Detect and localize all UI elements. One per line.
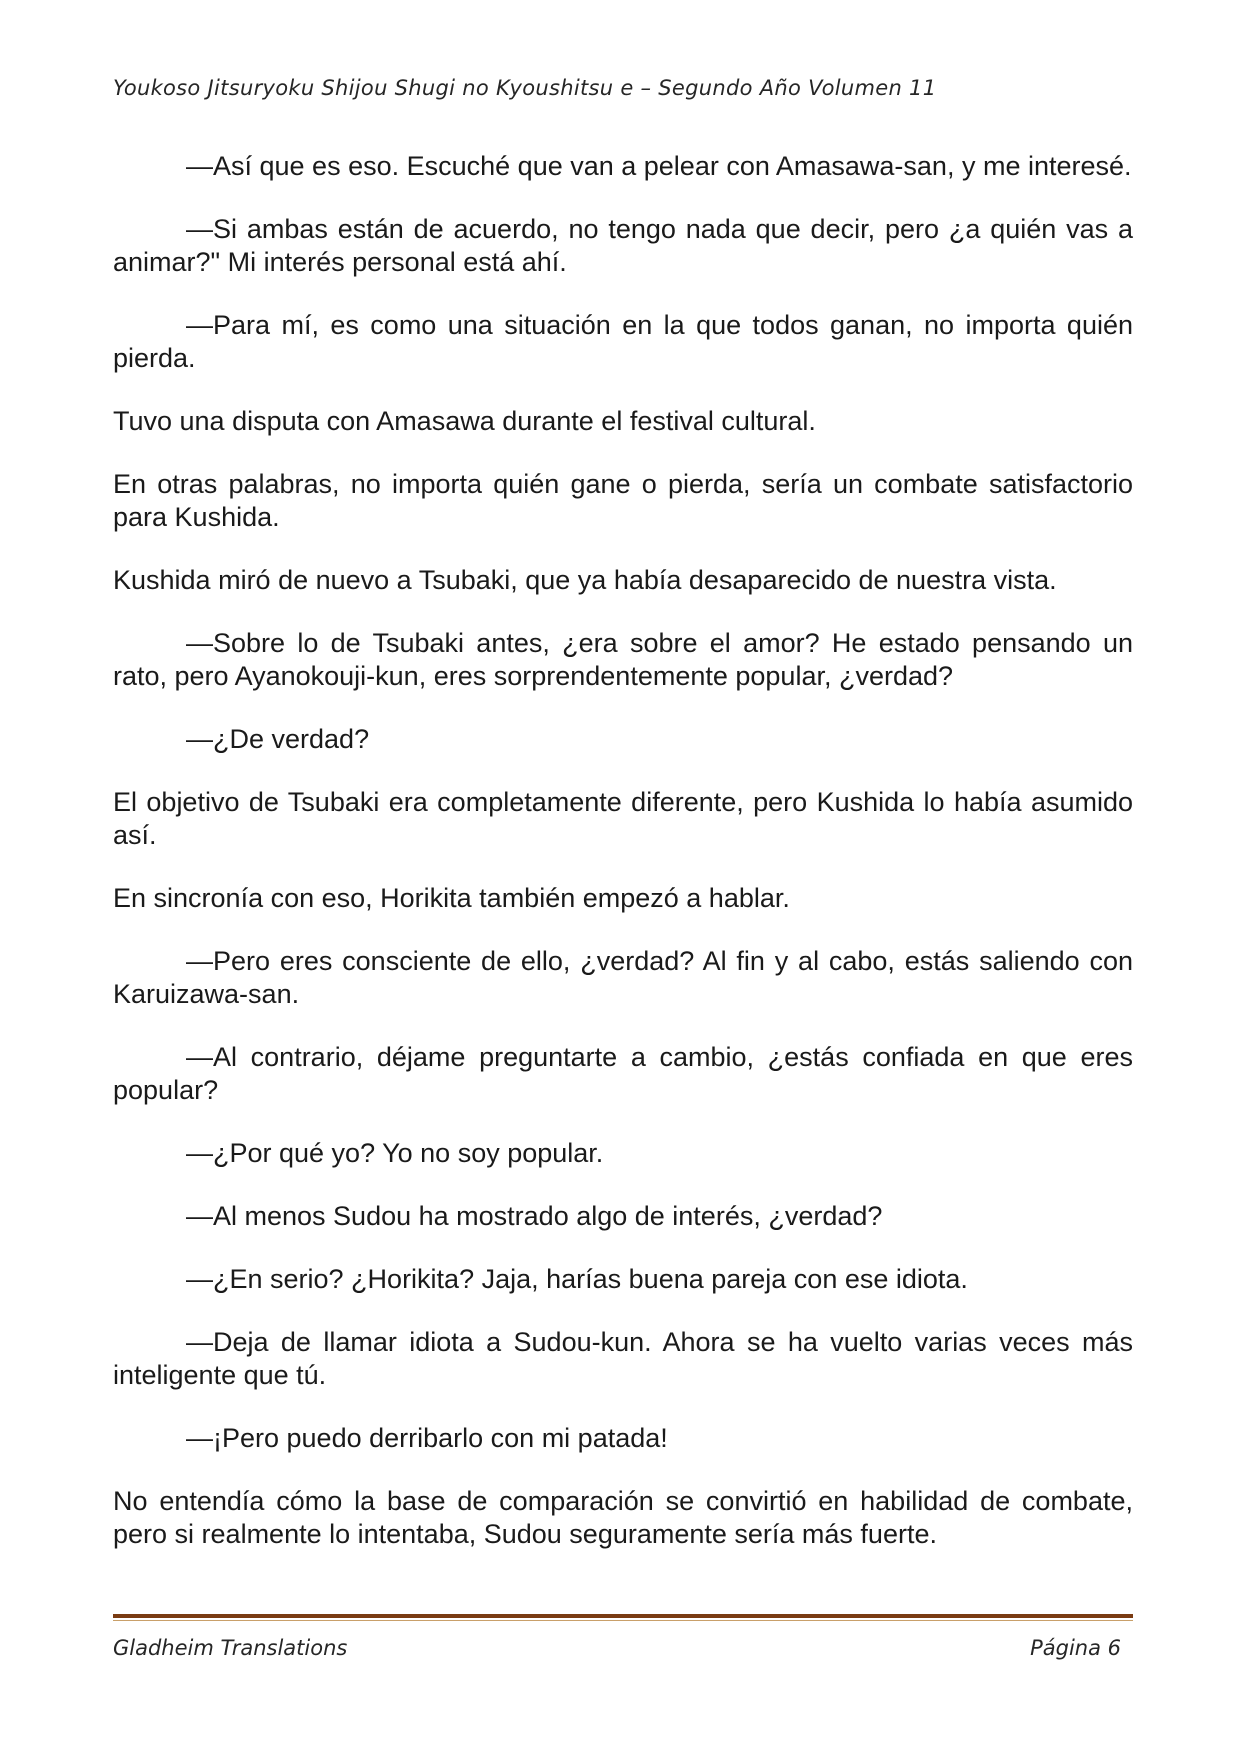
paragraph: Kushida miró de nuevo a Tsubaki, que ya había desaparecido de nuestra vista. [113,565,1057,595]
paragraph: —¿En serio? ¿Horikita? Jaja, harías buena pareja con ese idiota. [186,1264,968,1294]
footer-publisher: Gladheim Translations [113,1636,348,1660]
paragraph: —Si ambas están de acuerdo, no tengo nada que decir, pero ¿a quién vas a animar?" Mi interés personal está ahí. [113,214,1133,277]
page-number: Página 6 [1030,1636,1121,1660]
paragraph: En otras palabras, no importa quién gane o pierda, sería un combate satisfactorio para Kushida. [113,469,1133,532]
paragraph: —Al menos Sudou ha mostrado algo de interés, ¿verdad? [186,1201,883,1231]
paragraph: En sincronía con eso, Horikita también empezó a hablar. [113,883,790,913]
paragraph: El objetivo de Tsubaki era completamente diferente, pero Kushida lo había asumido así. [113,787,1133,850]
paragraph: —Sobre lo de Tsubaki antes, ¿era sobre el amor? He estado pensando un rato, pero Ayanokouji-kun, eres sorprendentemente popular, ¿verdad? [113,628,1133,691]
footer-divider [113,1614,1133,1621]
running-header: Youkoso Jitsuryoku Shijou Shugi no Kyoushitsu e – Segundo Año Volumen 11 [113,76,937,100]
paragraph: No entendía cómo la base de comparación se convirtió en habilidad de combate, pero si realmente lo intentaba, Sudou seguramente sería más fuerte. [113,1486,1133,1549]
paragraph: —¡Pero puedo derribarlo con mi patada! [186,1423,668,1453]
paragraph: —Pero eres consciente de ello, ¿verdad? Al fin y al cabo, estás saliendo con Karuizawa-san. [113,946,1133,1009]
paragraph: —Deja de llamar idiota a Sudou-kun. Ahora se ha vuelto varias veces más inteligente que tú. [113,1327,1133,1390]
paragraph: Tuvo una disputa con Amasawa durante el festival cultural. [113,406,816,436]
page-body [113,150,1133,1581]
paragraph: —Para mí, es como una situación en la que todos ganan, no importa quién pierda. [113,310,1133,373]
paragraph: —Así que es eso. Escuché que van a pelear con Amasawa-san, y me interesé. [186,151,1132,181]
paragraph: —¿De verdad? [186,724,370,754]
paragraph: —Al contrario, déjame preguntarte a cambio, ¿estás confiada en que eres popular? [113,1042,1133,1105]
paragraph: —¿Por qué yo? Yo no soy popular. [186,1138,604,1168]
